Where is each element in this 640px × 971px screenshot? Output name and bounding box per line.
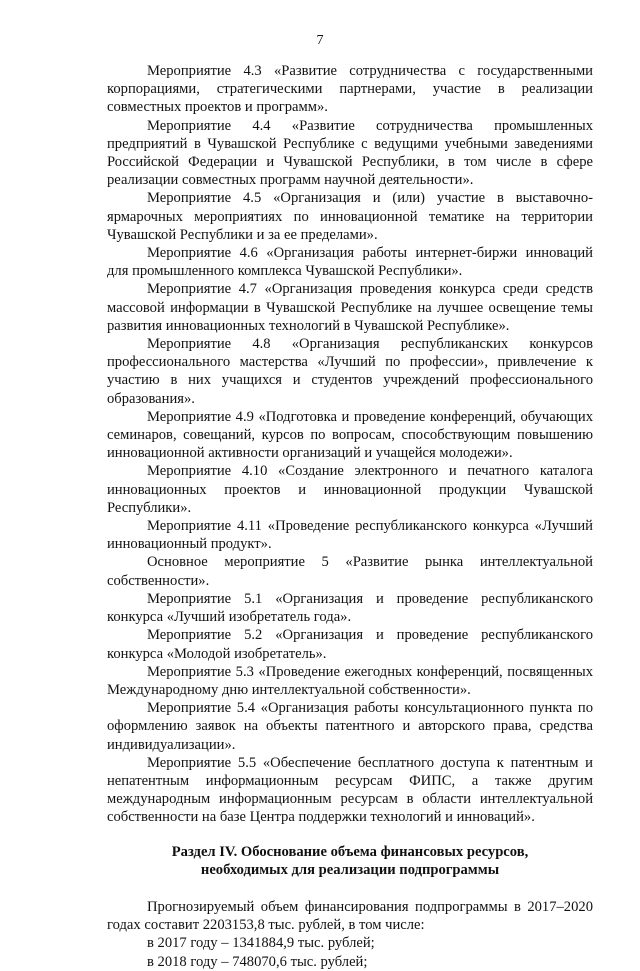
funding-year-2017: в 2017 году – 1341884,9 тыс. рублей; <box>147 935 375 952</box>
paragraph-measure-4-7: Мероприятие 4.7 «Организация проведения конкурса среди средств массовой информации в Чувашской Республике на лучшее освещение темы развития инновационных технологий в Чувашской Республике». <box>107 281 593 334</box>
paragraph-measure-4-10: Мероприятие 4.10 «Создание электронного и печатного каталога инновационных проектов и инновационной продукции Чувашской Республики». <box>107 463 593 516</box>
paragraph-measure-4-3: Мероприятие 4.3 «Развитие сотрудничества с государственными корпорациями, стратегическими партнерами, участие в реализации совместных проектов и программ». <box>107 63 593 116</box>
page-number: 7 <box>316 33 324 48</box>
paragraph-measure-5-1: Мероприятие 5.1 «Организация и проведение республиканского конкурса «Лучший изобретатель года». <box>107 590 593 626</box>
paragraph-measure-5-5: Мероприятие 5.5 «Обеспечение бесплатного доступа к патентным и непатентным информационным ресурсам ФИПС, а также другим международным информационным ресурсам в области интеллектуальной собственности на базе Центра поддержки технологий и инноваций». <box>107 754 593 826</box>
paragraph-measure-5-4: Мероприятие 5.4 «Организация работы консультационного пункта по оформлению заявок на объекты патентного и авторского права, средства индивидуализации». <box>107 700 593 753</box>
section-heading-line-2: необходимых для реализации подпрограммы <box>200 861 500 878</box>
paragraph-measure-4-4: Мероприятие 4.4 «Развитие сотрудничества промышленных предприятий в Чувашской Республике с ведущими учебными заведениями Российской Федерации и Чувашской Республики, в том числе в сфере реализации совместных программ научной деятельности». <box>107 117 593 189</box>
section-heading <box>107 843 593 879</box>
paragraph-measure-4-6: Мероприятие 4.6 «Организация работы интернет-биржи инноваций для промышленного комплекса Чувашской Республики». <box>107 245 593 280</box>
section-heading-line-1: Раздел IV. Обоснование объема финансовых ресурсов, <box>171 843 529 860</box>
document-body <box>107 62 593 971</box>
paragraph-measure-4-11: Мероприятие 4.11 «Проведение республиканского конкурса «Лучший инновационный продукт». <box>107 518 593 553</box>
funding-year-2018: в 2018 году – 748070,6 тыс. рублей; <box>147 953 368 970</box>
paragraph-measure-4-9: Мероприятие 4.9 «Подготовка и проведение конференций, обучающих семинаров, совещаний, курсов по вопросам, способствующим повышению инновационной активности организаций и учащейся молодежи». <box>107 408 593 462</box>
funding-intro: Прогнозируемый объем финансирования подпрограммы в 2017–2020 годах составит 2203153,8 тыс. рублей, в том числе: <box>107 898 593 934</box>
paragraph-main-measure-5: Основное мероприятие 5 «Развитие рынка интеллектуальной собственности». <box>107 554 593 589</box>
paragraph-measure-5-2: Мероприятие 5.2 «Организация и проведение республиканского конкурса «Молодой изобретатель». <box>107 627 593 662</box>
paragraph-measure-4-8: Мероприятие 4.8 «Организация республиканских конкурсов профессионального мастерства «Лучший по профессии», привлечение к участию в них учащихся и студентов учреждений профессионального образования». <box>107 336 593 407</box>
paragraph-measure-4-5: Мероприятие 4.5 «Организация и (или) участие в выставочно-ярмарочных мероприятиях по инновационной тематике на территории Чувашской Республики и за ее пределами». <box>107 190 593 243</box>
paragraph-measure-5-3: Мероприятие 5.3 «Проведение ежегодных конференций, посвященных Международному дню интеллектуальной собственности». <box>107 663 593 698</box>
